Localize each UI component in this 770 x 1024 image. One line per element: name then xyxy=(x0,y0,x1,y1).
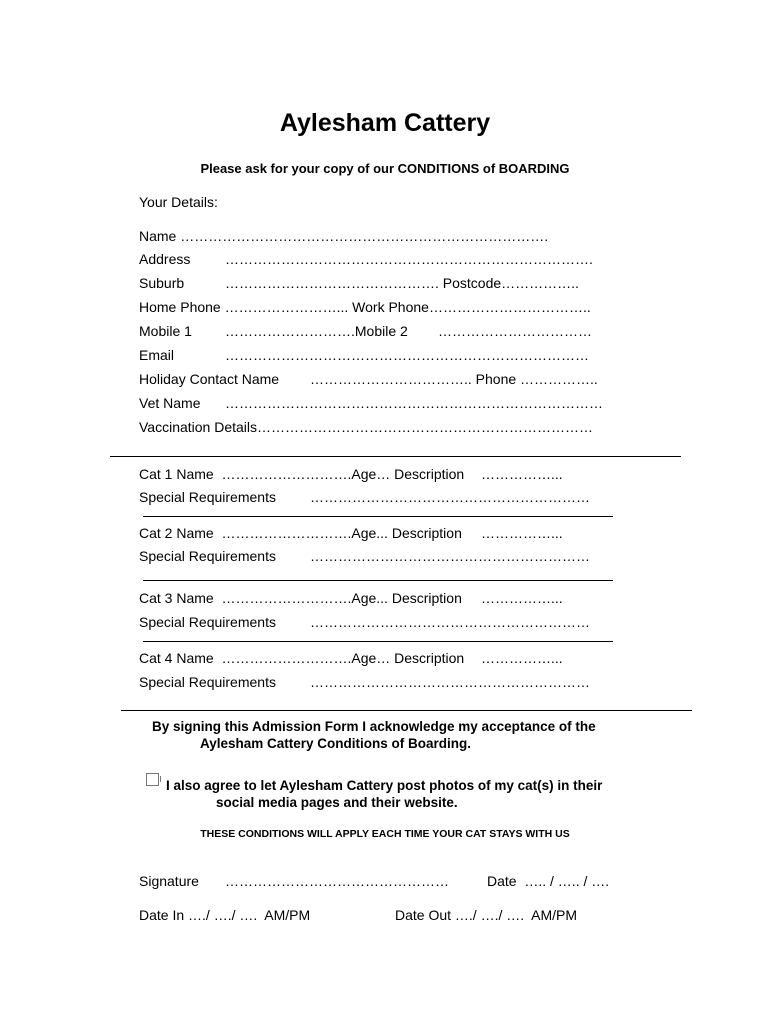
cat-name-field[interactable]: Cat 4 Name ……………………….Age… Description xyxy=(139,650,465,666)
special-requirements-label: Special Requirements xyxy=(139,548,276,564)
page-title: Aylesham Cattery xyxy=(279,109,491,137)
signature-label: Signature xyxy=(139,873,199,889)
phone-field[interactable]: Home Phone ……………………... Work Phone…………………………….. xyxy=(139,299,591,315)
address-label: Address xyxy=(139,251,191,267)
cat-description-field[interactable]: ……………... xyxy=(481,590,563,606)
consent-text: I also agree to let Aylesham Cattery post photos of my cat(s) in their xyxy=(166,778,603,793)
email-label: Email xyxy=(139,347,175,363)
vaccination-field[interactable]: Vaccination Details……………………………………………………………… xyxy=(139,419,594,435)
cat-name-field[interactable]: Cat 2 Name ……………………….Age... Description xyxy=(139,525,462,541)
photo-consent-checkbox[interactable] xyxy=(146,773,159,786)
cat-description-field[interactable]: ……………... xyxy=(481,525,563,541)
divider xyxy=(121,710,692,711)
signature-field[interactable]: ………………………………………… xyxy=(225,873,449,889)
conditions-note: THESE CONDITIONS WILL APPLY EACH TIME YOUR CAT STAYS WITH US xyxy=(200,828,570,840)
special-requirements-field[interactable]: …………………………………………………… xyxy=(310,674,590,690)
vet-label: Vet Name xyxy=(139,395,201,411)
divider xyxy=(110,456,681,457)
special-requirements-label: Special Requirements xyxy=(139,614,276,630)
cat-name-field[interactable]: Cat 3 Name ……………………….Age... Description xyxy=(139,590,462,606)
divider xyxy=(143,641,613,642)
holiday-contact-field[interactable]: …………………………….. Phone …………….. xyxy=(310,371,598,387)
acknowledge-text: Aylesham Cattery Conditions of Boarding. xyxy=(200,736,472,751)
divider xyxy=(143,580,613,581)
cat-description-field[interactable]: ……………... xyxy=(481,466,563,482)
address-field[interactable]: ……………………………………………………………………. xyxy=(225,251,593,267)
signature-date-field[interactable]: Date ….. / ….. / …. xyxy=(487,873,610,889)
special-requirements-label: Special Requirements xyxy=(139,489,276,505)
email-field[interactable]: …………………………………………………………………… xyxy=(225,347,589,363)
suburb-postcode-field[interactable]: ………………………………………. Postcode…………….. xyxy=(225,275,579,291)
consent-text: social media pages and their website. xyxy=(216,795,458,810)
name-field[interactable]: Name ……………………………………………………………………. xyxy=(139,228,549,244)
subtitle: Please ask for your copy of our CONDITIONS of BOARDING xyxy=(200,161,570,176)
your-details-label: Your Details: xyxy=(139,194,218,210)
acknowledge-text: By signing this Admission Form I acknowledge my acceptance of the xyxy=(152,719,596,734)
holiday-contact-label: Holiday Contact Name xyxy=(139,371,280,387)
special-requirements-field[interactable]: …………………………………………………… xyxy=(310,548,590,564)
date-out-field[interactable]: Date Out …./ …./ …. AM/PM xyxy=(395,907,578,923)
mobile2-field[interactable]: …………………………… xyxy=(438,323,592,339)
special-requirements-field[interactable]: …………………………………………………… xyxy=(310,614,590,630)
vet-field[interactable]: ……………………………………………………………………… xyxy=(225,395,603,411)
mobile1-label: Mobile 1 xyxy=(139,323,192,339)
date-in-field[interactable]: Date In …./ …./ …. AM/PM xyxy=(139,907,311,923)
special-requirements-field[interactable]: …………………………………………………… xyxy=(310,489,590,505)
cat-description-field[interactable]: ……………... xyxy=(481,650,563,666)
special-requirements-label: Special Requirements xyxy=(139,674,276,690)
divider xyxy=(143,516,613,517)
cat-name-field[interactable]: Cat 1 Name ……………………….Age… Description xyxy=(139,466,465,482)
checkbox-mark-icon xyxy=(160,776,163,782)
suburb-label: Suburb xyxy=(139,275,185,291)
mobile1-field[interactable]: ……………………….Mobile 2 xyxy=(225,323,408,339)
